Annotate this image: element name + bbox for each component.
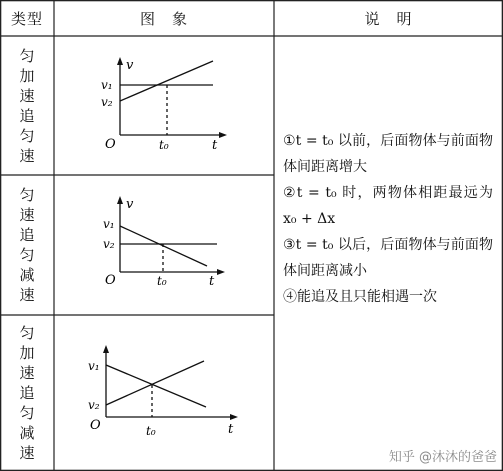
watermark: 知乎 @沐沐的爸爸: [388, 450, 497, 465]
type-char: 加: [19, 344, 35, 362]
line-accelerating: [106, 361, 204, 405]
t0-label: t₀: [159, 138, 169, 152]
type-char: 追: [19, 106, 35, 125]
t0-label: t₀: [157, 274, 167, 288]
type-char: 加: [19, 66, 35, 85]
type-label-row2: [0, 175, 54, 315]
type-char: 减: [19, 424, 35, 442]
type-char: 减: [19, 266, 35, 284]
header-graph: 图 象: [139, 9, 188, 28]
vt-graph-row1: [95, 55, 235, 155]
v1-label: v₁: [101, 78, 113, 92]
type-char: 速: [19, 86, 35, 105]
vt-graph-row2: [95, 192, 235, 292]
t-axis-label: t: [212, 138, 218, 153]
type-char: 匀: [19, 404, 35, 422]
line-accelerating: [120, 61, 213, 101]
type-char: 速: [19, 286, 35, 304]
type-char: 追: [19, 226, 35, 244]
v1-label: v₁: [103, 217, 115, 231]
description-item: ③t = t₀ 以后，后面物体与前面物体间距离减小: [283, 237, 493, 279]
description-item: ②t = t₀ 时，两物体相距最远为 x₀ + Δx: [283, 185, 493, 227]
description-item: ①t = t₀ 以前，后面物体与前面物体间距离增大: [283, 133, 493, 175]
t-axis-arrow: [230, 414, 238, 420]
t-axis-arrow: [219, 132, 227, 138]
v-axis-arrow: [103, 345, 109, 353]
type-char: 速: [19, 364, 35, 382]
v2-label: v₂: [101, 95, 113, 109]
type-label-row3: [0, 315, 54, 471]
origin-label: O: [90, 418, 101, 433]
type-char: 匀: [19, 126, 35, 145]
v-axis-label: v: [126, 58, 134, 73]
type-char: 匀: [19, 324, 35, 342]
type-char: 匀: [19, 186, 35, 204]
v2-label: v₂: [103, 237, 115, 251]
v-axis-arrow: [117, 196, 123, 204]
description-text: [283, 128, 493, 310]
type-label-row1: [0, 36, 54, 175]
v1-label: v₁: [88, 359, 100, 373]
header-type: 类型: [10, 9, 43, 28]
t-axis-label: t: [228, 422, 234, 437]
type-char: 追: [19, 384, 35, 402]
origin-label: O: [105, 273, 116, 288]
t0-label: t₀: [146, 424, 156, 438]
header-description: 说 明: [364, 9, 413, 28]
description-item: ④能追及且只能相遇一次: [283, 289, 437, 305]
type-char: 速: [19, 444, 35, 462]
t-axis-label: t: [209, 274, 215, 289]
v2-label: v₂: [88, 398, 100, 412]
v-axis-arrow: [117, 57, 123, 65]
t-axis-arrow: [217, 269, 225, 275]
line-decelerating: [106, 365, 206, 407]
type-char: 匀: [19, 246, 35, 264]
vt-graph-row3: [82, 345, 247, 445]
type-char: 匀: [19, 46, 35, 65]
type-char: 速: [19, 206, 35, 224]
origin-label: O: [105, 137, 116, 152]
type-char: 速: [19, 146, 35, 165]
v-axis-label: v: [126, 197, 134, 212]
